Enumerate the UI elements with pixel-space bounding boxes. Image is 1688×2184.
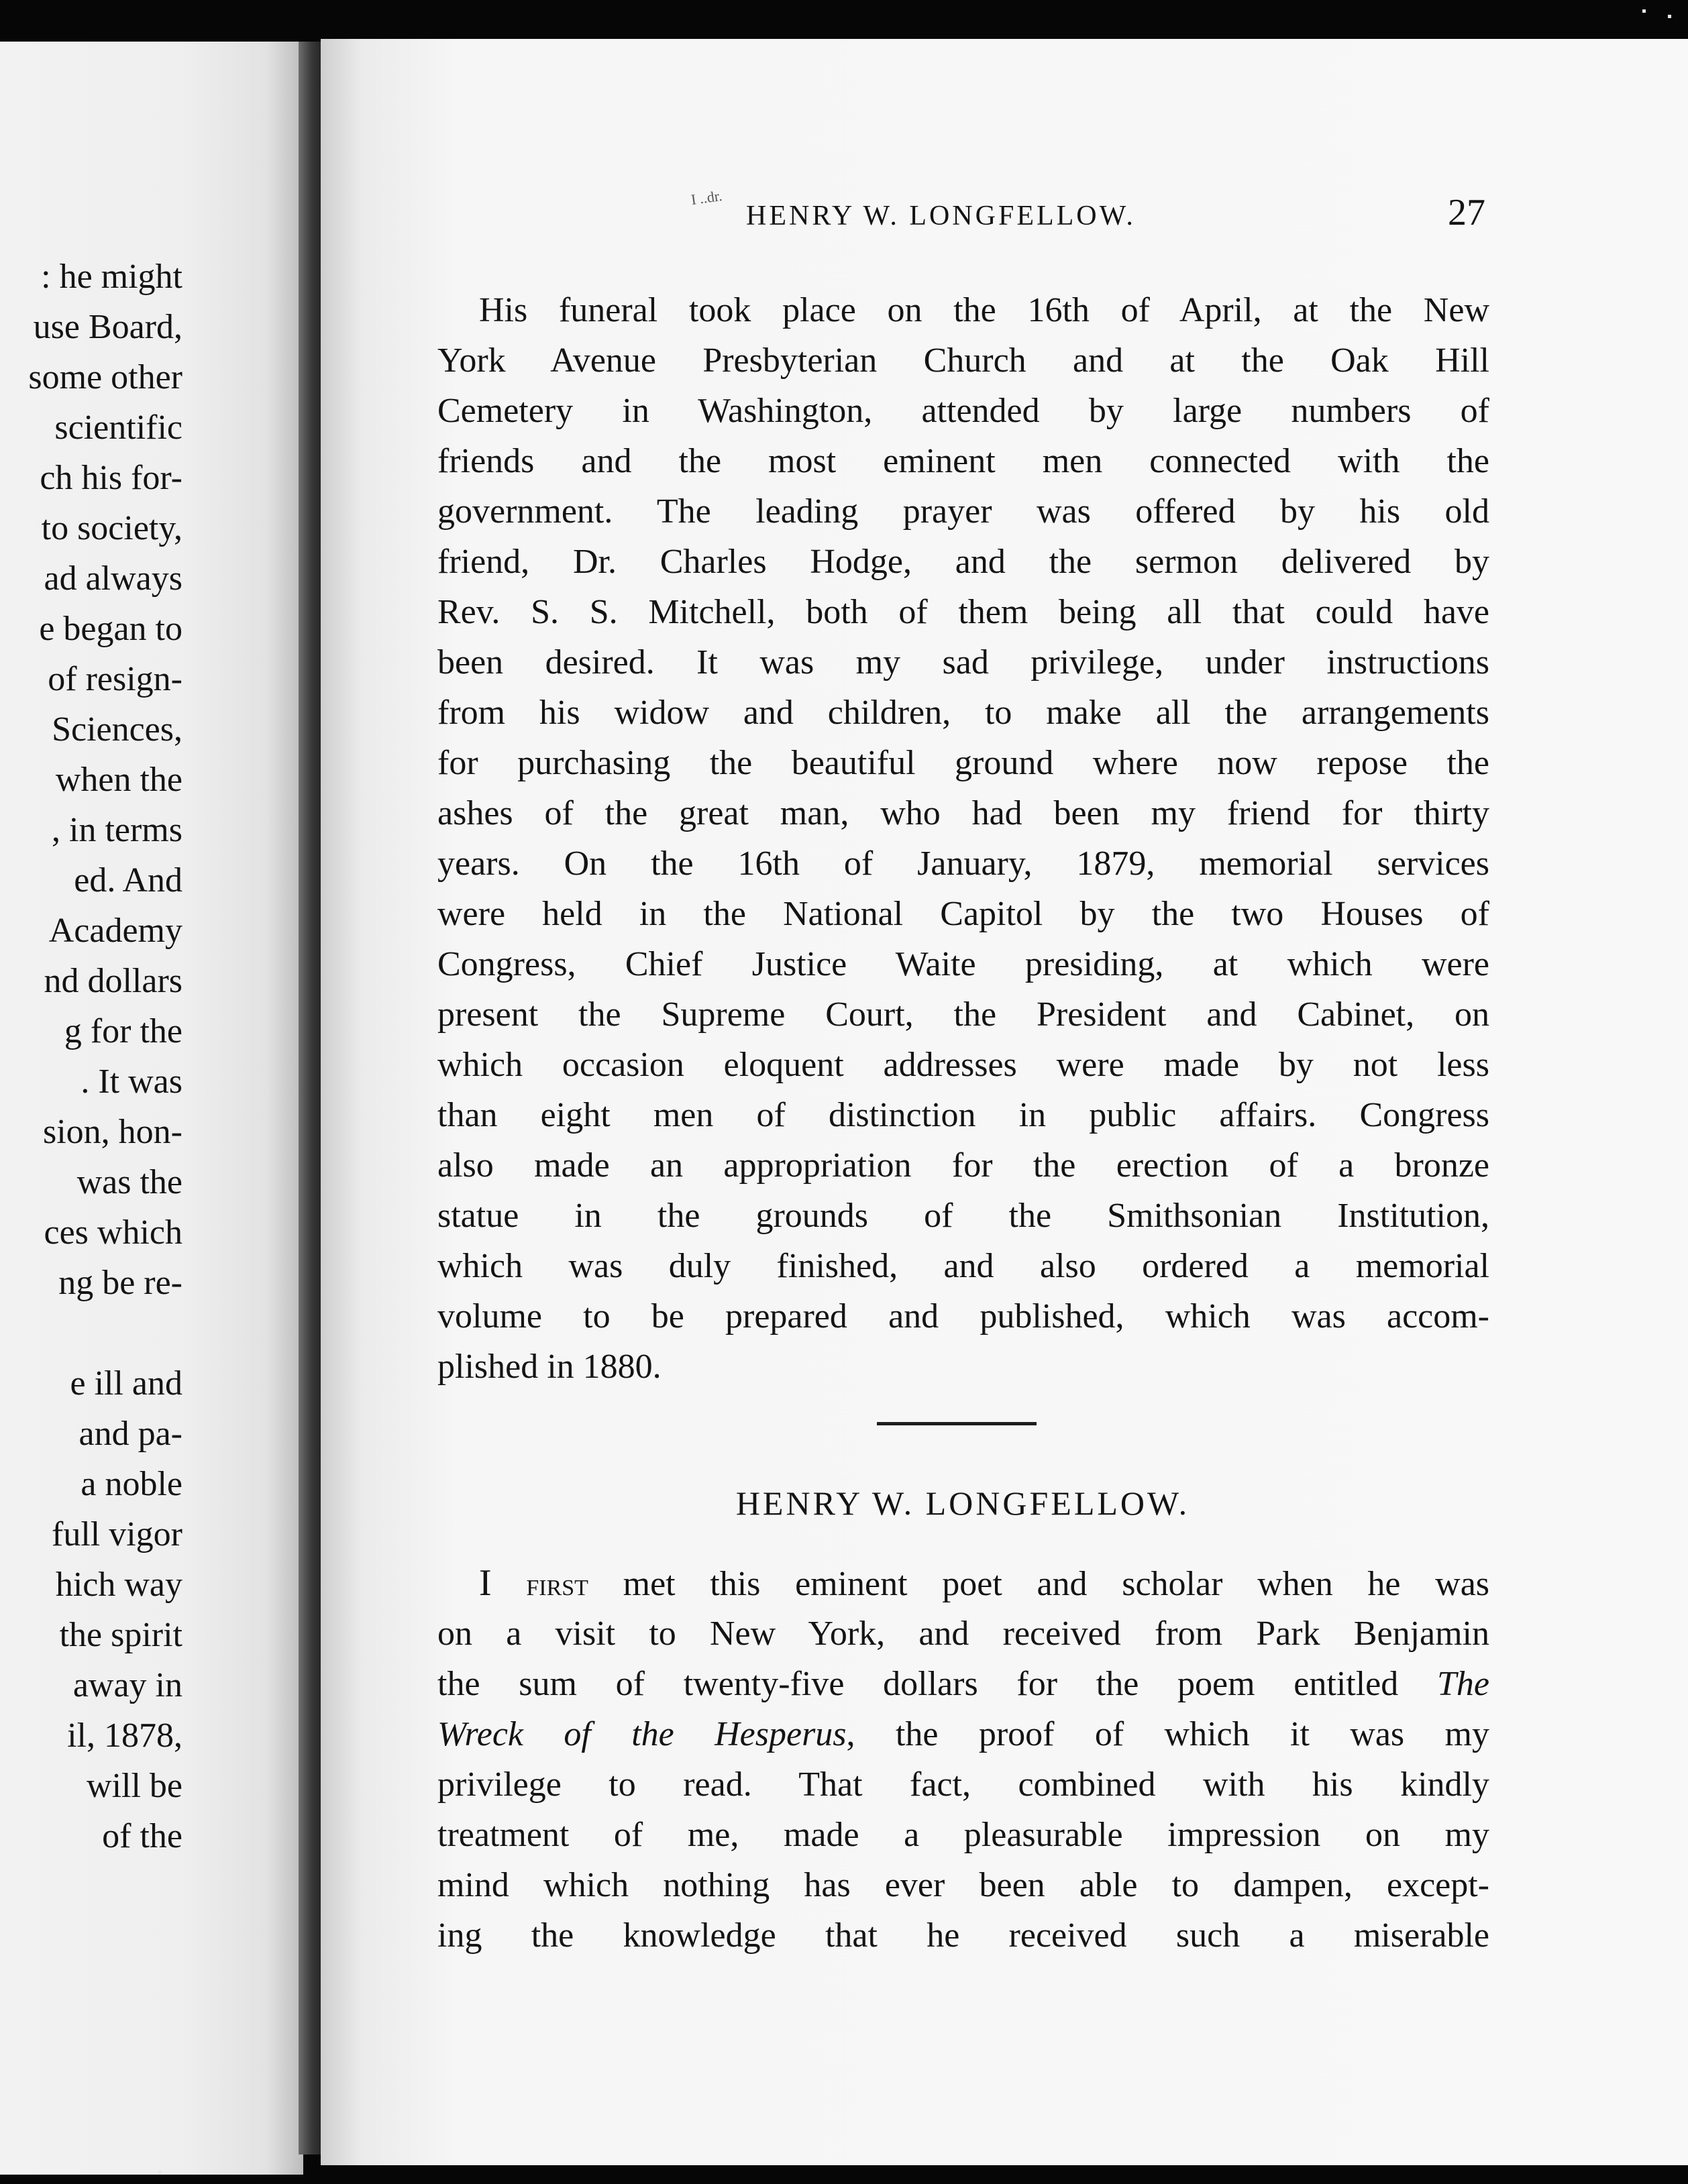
paragraph-line: on a visit to New York, and received from Park Benjamin xyxy=(437,1615,1489,1653)
paragraph-line: volume to be prepared and published, which was accom- xyxy=(437,1297,1489,1335)
poem-title: The xyxy=(1437,1665,1489,1703)
paragraph-line: York Avenue Presbyterian Church and at the Oak Hill xyxy=(437,341,1489,380)
paragraph-line: His funeral took place on the 16th of April, at the New xyxy=(479,291,1489,329)
line-text: the sum of twenty-five dollars for the poem entitled xyxy=(437,1665,1399,1703)
left-page-line: of the xyxy=(102,1817,182,1855)
section-divider xyxy=(877,1422,1037,1425)
line-text: , the proof of which it was my xyxy=(846,1715,1489,1753)
left-page-line: ng be re- xyxy=(58,1264,182,1302)
opening-initial: I xyxy=(479,1562,492,1604)
section-heading: HENRY W. LONGFELLOW. xyxy=(735,1484,1190,1522)
paragraph-line xyxy=(437,1659,1489,1709)
paragraph-line: which occasion eloquent addresses were made by not less xyxy=(437,1046,1489,1084)
left-page-line: . It was xyxy=(81,1062,182,1101)
scan-speck xyxy=(1642,9,1646,13)
paragraph-line: ashes of the great man, who had been my friend for thirty xyxy=(437,794,1489,832)
left-page-line: nd dollars xyxy=(44,962,182,1000)
left-page-line: ed. And xyxy=(74,861,182,899)
left-page-line: hich way xyxy=(55,1566,182,1604)
paragraph-line: Rev. S. S. Mitchell, both of them being all that could have xyxy=(437,593,1489,631)
left-page-line: sion, hon- xyxy=(43,1113,182,1151)
left-page-line: ch his for- xyxy=(40,459,182,497)
left-page-line: was the xyxy=(76,1163,182,1201)
scan-speck xyxy=(158,2171,162,2174)
paragraph-line: statue in the grounds of the Smithsonian Institution, xyxy=(437,1197,1489,1235)
left-page-line: Academy xyxy=(48,912,182,950)
left-page-line: e began to xyxy=(39,610,182,648)
paragraph-line: government. The leading prayer was offered by his old xyxy=(437,492,1489,531)
margin-note: I ..dr. xyxy=(690,186,723,209)
paragraph-line: were held in the National Capitol by the two Houses of xyxy=(437,895,1489,933)
left-page-line: scientific xyxy=(54,408,182,447)
left-page-line: and pa- xyxy=(78,1415,182,1453)
left-page-line: g for the xyxy=(64,1012,182,1050)
opening-smallcaps: first xyxy=(526,1567,588,1602)
left-page-line: to society, xyxy=(41,509,182,547)
paragraph-line: plished in 1880. xyxy=(437,1348,662,1386)
line-text: met this eminent poet and scholar when he was xyxy=(623,1565,1490,1603)
paragraph-line: friends and the most eminent men connected with the xyxy=(437,442,1489,480)
left-page-line: , in terms xyxy=(52,811,182,849)
scan-speck xyxy=(1668,15,1671,18)
left-page-line: a noble xyxy=(81,1465,182,1503)
paragraph-line: ing the knowledge that he received such a miserable xyxy=(437,1916,1489,1955)
left-page-line: ces which xyxy=(44,1213,182,1252)
left-page-edge xyxy=(0,42,303,2175)
longfellow-paragraph xyxy=(437,1558,1489,1961)
left-page-line: e ill and xyxy=(70,1364,182,1403)
poem-title: Wreck of the Hesperus xyxy=(437,1715,847,1753)
left-page-line: ad always xyxy=(44,559,182,598)
page-number: 27 xyxy=(1448,192,1485,233)
paragraph-line: Cemetery in Washington, attended by large numbers of xyxy=(437,392,1489,430)
paragraph-line: Congress, Chief Justice Waite presiding, at which were xyxy=(437,945,1489,983)
paragraph-line: for purchasing the beautiful ground where now repose the xyxy=(437,744,1489,782)
paragraph-line: treatment of me, made a pleasurable impression on my xyxy=(437,1816,1489,1854)
left-page-line: : he might xyxy=(41,258,182,296)
paragraph-line: privilege to read. That fact, combined with his kindly xyxy=(437,1765,1489,1804)
left-page-line: when the xyxy=(55,761,182,799)
paragraph-line xyxy=(437,1558,1489,1608)
left-page-line: full vigor xyxy=(52,1515,182,1553)
left-page-line: use Board, xyxy=(33,308,182,346)
paragraph-line xyxy=(437,1709,1489,1759)
paragraph-line: than eight men of distinction in public affairs. Congress xyxy=(437,1096,1489,1134)
left-page-line: the spirit xyxy=(59,1616,182,1654)
paragraph-line: from his widow and children, to make all the arrangements xyxy=(437,694,1489,732)
paragraph-line: been desired. It was my sad privilege, under instructions xyxy=(437,643,1489,681)
paragraph-line: which was duly finished, and also ordered a memorial xyxy=(437,1247,1489,1285)
left-page-line: of resign- xyxy=(48,660,182,698)
paragraph-line: friend, Dr. Charles Hodge, and the sermon delivered by xyxy=(437,543,1489,581)
funeral-paragraph xyxy=(437,285,1489,1392)
paragraph-line: present the Supreme Court, the President and Cabinet, on xyxy=(437,995,1489,1034)
paragraph-line: mind which nothing has ever been able to dampen, except- xyxy=(437,1866,1489,1904)
left-page-line: il, 1878, xyxy=(67,1716,182,1755)
paragraph-line: also made an appropriation for the erection of a bronze xyxy=(437,1146,1489,1185)
running-head: HENRY W. LONGFELLOW. xyxy=(746,201,1136,231)
left-page-line: away in xyxy=(72,1666,182,1704)
paragraph-line: years. On the 16th of January, 1879, memorial services xyxy=(437,844,1489,883)
left-page-line: will be xyxy=(87,1767,182,1805)
left-page-line: Sciences, xyxy=(52,710,182,749)
left-page-line: some other xyxy=(28,358,182,396)
